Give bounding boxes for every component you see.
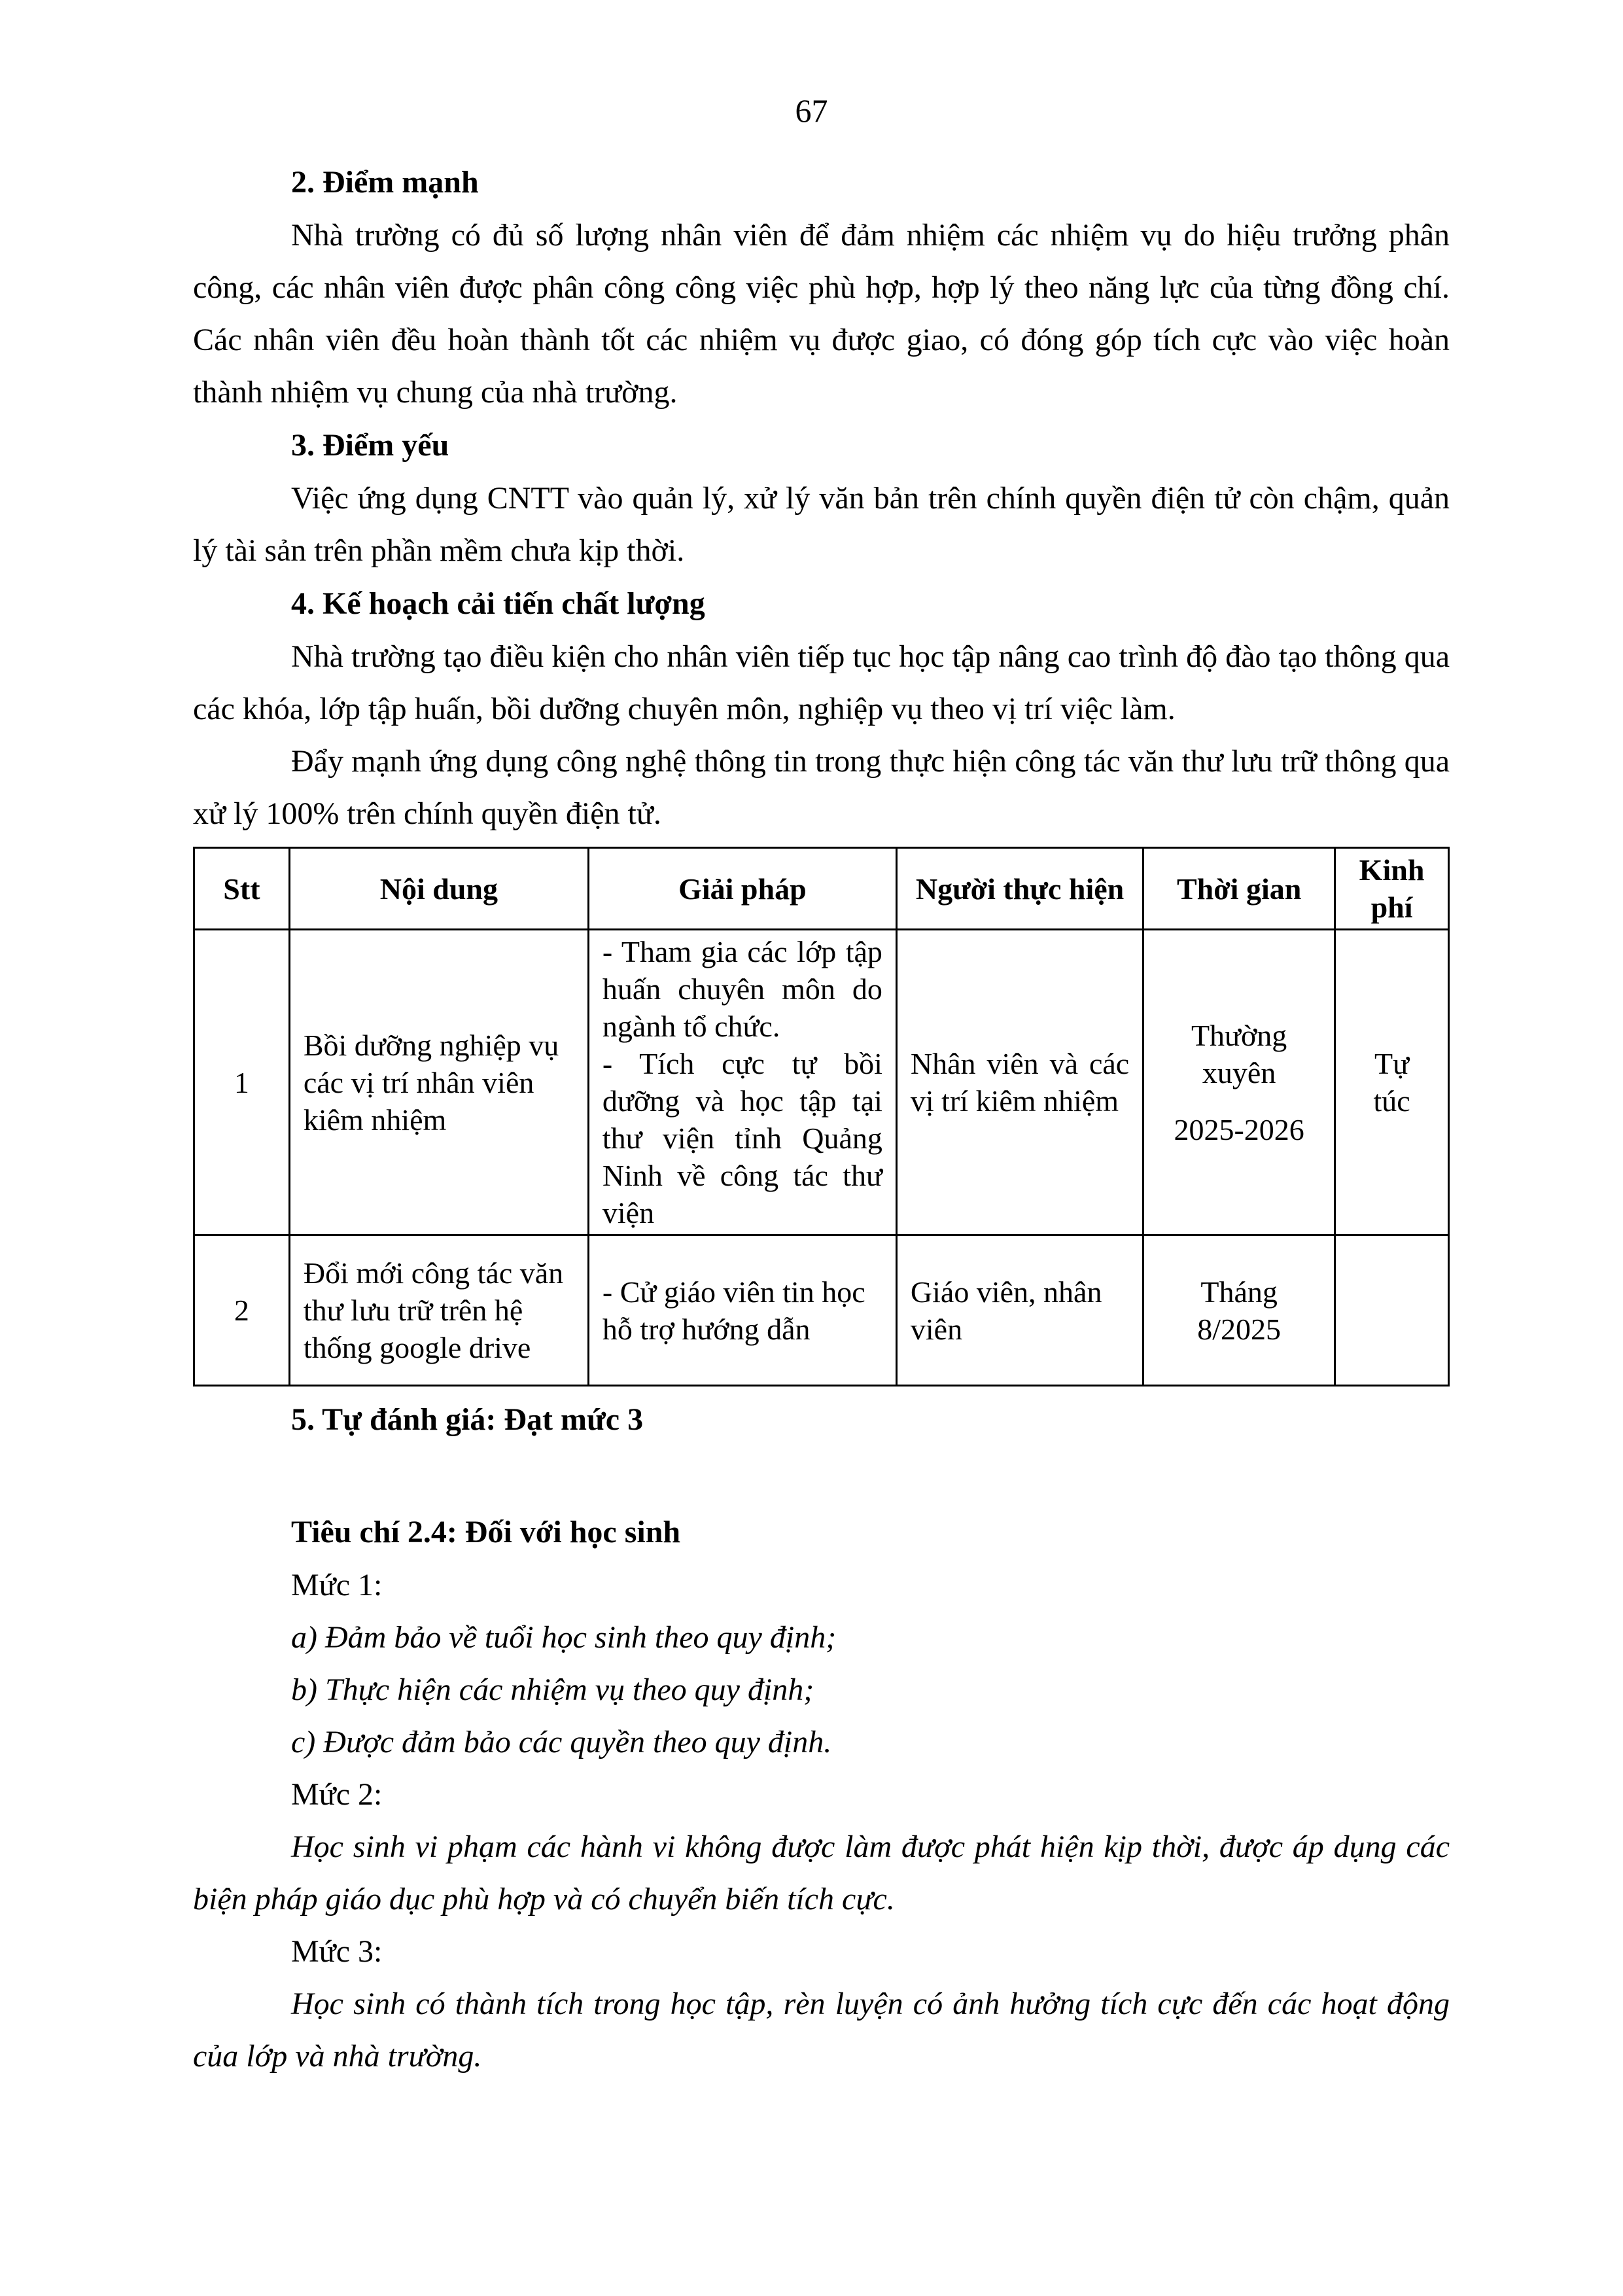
level1-item: b) Thực hiện các nhiệm vụ theo quy định; <box>291 1672 814 1707</box>
time-line: Thường xuyên <box>1191 1018 1287 1089</box>
level3-text: Học sinh có thành tích trong học tập, rèn luyện có ảnh hưởng tích cực đến các hoạt động của lớp và nhà trường. <box>193 1987 1450 2074</box>
table-row <box>194 1235 1449 1386</box>
cell-budget: Tự túc <box>1335 930 1449 1235</box>
level1-item: a) Đảm bảo về tuổi học sinh theo quy định; <box>291 1620 837 1655</box>
weaknesses-paragraph: Việc ứng dụng CNTT vào quản lý, xử lý văn bản trên chính quyền điện tử còn chậm, quản lý tài sản trên phần mềm chưa kịp thời. <box>193 481 1450 568</box>
solution-line: - Tích cực tự bồi dưỡng và học tập tại thư viện tỉnh Quảng Ninh về công tác thư viện <box>602 1047 882 1229</box>
cell-person: Nhân viên và các vị trí kiêm nhiệm <box>896 930 1143 1235</box>
plan-heading: 4. Kế hoạch cải tiến chất lượng <box>291 586 705 621</box>
cell-budget <box>1335 1235 1449 1386</box>
document-page <box>193 156 1450 2083</box>
level3-label: Mức 3: <box>291 1934 383 1969</box>
level2-label: Mức 2: <box>291 1777 383 1812</box>
header-stt: Stt <box>194 848 290 930</box>
cell-content: Bồi dưỡng nghiệp vụ các vị trí nhân viên kiêm nhiệm <box>289 930 588 1235</box>
strengths-heading: 2. Điểm mạnh <box>291 165 479 200</box>
time-line: 2025-2026 <box>1174 1112 1304 1146</box>
header-budget: Kinh phí <box>1335 848 1449 930</box>
header-content: Nội dung <box>289 848 588 930</box>
cell-solution <box>588 930 896 1235</box>
header-time: Thời gian <box>1143 848 1335 930</box>
cell-person: Giáo viên, nhân viên <box>896 1235 1143 1386</box>
criterion-heading: Tiêu chí 2.4: Đối với học sinh <box>291 1515 681 1549</box>
self-assessment: 5. Tự đánh giá: Đạt mức 3 <box>291 1402 644 1437</box>
header-person: Người thực hiện <box>896 848 1143 930</box>
header-solution: Giải pháp <box>588 848 896 930</box>
cell-stt: 2 <box>194 1235 290 1386</box>
table-header-row <box>194 848 1449 930</box>
cell-time: Tháng 8/2025 <box>1143 1235 1335 1386</box>
weaknesses-heading: 3. Điểm yếu <box>291 428 449 463</box>
plan-paragraph-1: Nhà trường tạo điều kiện cho nhân viên tiếp tục học tập nâng cao trình độ đào tạo thông qua các khóa, lớp tập huấn, bồi dưỡng chuyên môn, nghiệp vụ theo vị trí việc làm. <box>193 639 1450 726</box>
cell-content: Đổi mới công tác văn thư lưu trữ trên hệ thống google drive <box>289 1235 588 1386</box>
cell-time <box>1143 930 1335 1235</box>
page-number: 67 <box>795 92 828 129</box>
cell-solution: - Cử giáo viên tin học hỗ trợ hướng dẫn <box>588 1235 896 1386</box>
strengths-paragraph: Nhà trường có đủ số lượng nhân viên để đảm nhiệm các nhiệm vụ do hiệu trưởng phân công, các nhân viên được phân công công việc phù hợp, hợp lý theo năng lực của từng đồng chí. Các nhân viên đều hoàn thành tốt các nhiệm vụ được giao, có đóng góp tích cực vào việc hoàn thành nhiệm vụ chung của nhà trường. <box>193 218 1450 410</box>
level1-item: c) Được đảm bảo các quyền theo quy định. <box>291 1725 832 1759</box>
table-row <box>194 930 1449 1235</box>
spacer <box>193 1447 1450 1506</box>
level1-label: Mức 1: <box>291 1568 383 1602</box>
level2-text: Học sinh vi phạm các hành vi không được làm được phát hiện kịp thời, được áp dụng các biện pháp giáo dục phù hợp và có chuyển biến tích cực. <box>193 1829 1450 1916</box>
cell-stt: 1 <box>194 930 290 1235</box>
solution-line: - Tham gia các lớp tập huấn chuyên môn do ngành tổ chức. <box>602 935 882 1043</box>
plan-paragraph-2: Đẩy mạnh ứng dụng công nghệ thông tin trong thực hiện công tác văn thư lưu trữ thông qua xử lý 100% trên chính quyền điện tử. <box>193 744 1450 831</box>
improvement-plan-table <box>193 847 1450 1386</box>
